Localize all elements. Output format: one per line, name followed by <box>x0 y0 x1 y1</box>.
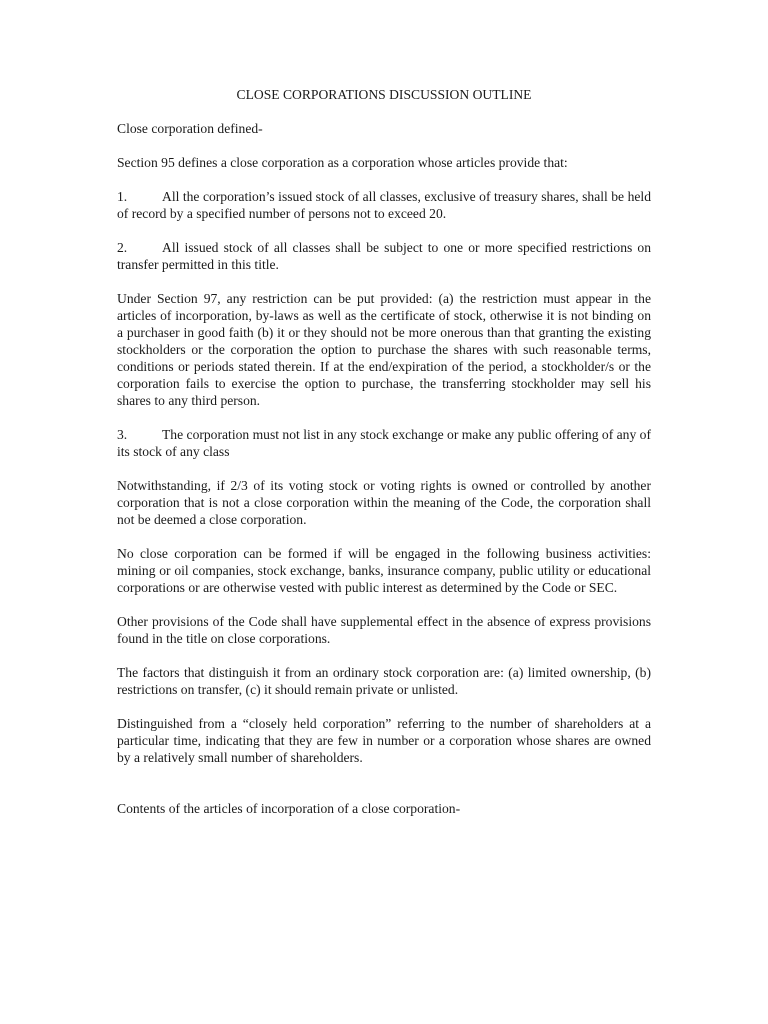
document-page <box>117 86 651 834</box>
item-text: All issued stock of all classes shall be subject to one or more specified restrictions on transfer permitted in this title. <box>117 240 651 272</box>
distinguishing-factors-paragraph: The factors that distinguish it from an ordinary stock corporation are: (a) limited ownership, (b) restrictions on transfer, (c) it should remain private or unlisted. <box>117 665 651 697</box>
item-number: 2. <box>117 240 128 255</box>
section-97-paragraph: Under Section 97, any restriction can be put provided: (a) the restriction must appear in the articles of incorporation, by-laws as well as the certificate of stock, otherwise it is not binding on a purchaser in good faith (b) it or they should not be more onerous than that granting the existing stockholders or the corporation the option to purchase the shares with such reasonable terms, conditions or periods stated therein. If at the end/expiration of the period, a stockholder/s or the corporation fails to exercise the option to purchase, the transferring stockholder may sell his shares to any third person. <box>117 291 651 408</box>
blank-line <box>117 783 651 800</box>
notwithstanding-paragraph: Notwithstanding, if 2/3 of its voting stock or voting rights is owned or controlled by another corporation that is not a close corporation within the meaning of the Code, the corporation shall not be deemed a close corporation. <box>117 478 651 527</box>
item-text: All the corporation’s issued stock of all classes, exclusive of treasury shares, shall be held of record by a specified number of persons not to exceed 20. <box>117 189 651 221</box>
item-number: 3. <box>117 427 128 442</box>
other-provisions-paragraph: Other provisions of the Code shall have supplemental effect in the absence of express provisions found in the title on close corporations. <box>117 614 651 646</box>
closely-held-paragraph: Distinguished from a “closely held corporation” referring to the number of shareholders at a particular time, indicating that they are few in number or a corporation whose shares are owned by a relatively small number of shareholders. <box>117 716 651 765</box>
prohibited-activities-paragraph: No close corporation can be formed if will be engaged in the following business activities: mining or oil companies, stock exchange, banks, insurance company, public utility or educational corporations or are otherwise vested with public interest as determined by the Code or SEC. <box>117 546 651 595</box>
numbered-item-1 <box>117 188 651 222</box>
item-number: 1. <box>117 189 128 204</box>
numbered-item-2 <box>117 239 651 273</box>
item-text: The corporation must not list in any stock exchange or make any public offering of any of its stock of any class <box>117 427 651 459</box>
numbered-item-3 <box>117 426 651 460</box>
heading-close-corporation-defined: Close corporation defined- <box>117 121 263 136</box>
document-title: CLOSE CORPORATIONS DISCUSSION OUTLINE <box>236 87 532 102</box>
intro-paragraph: Section 95 defines a close corporation as a corporation whose articles provide that: <box>117 155 568 170</box>
contents-heading: Contents of the articles of incorporation of a close corporation- <box>117 801 461 816</box>
